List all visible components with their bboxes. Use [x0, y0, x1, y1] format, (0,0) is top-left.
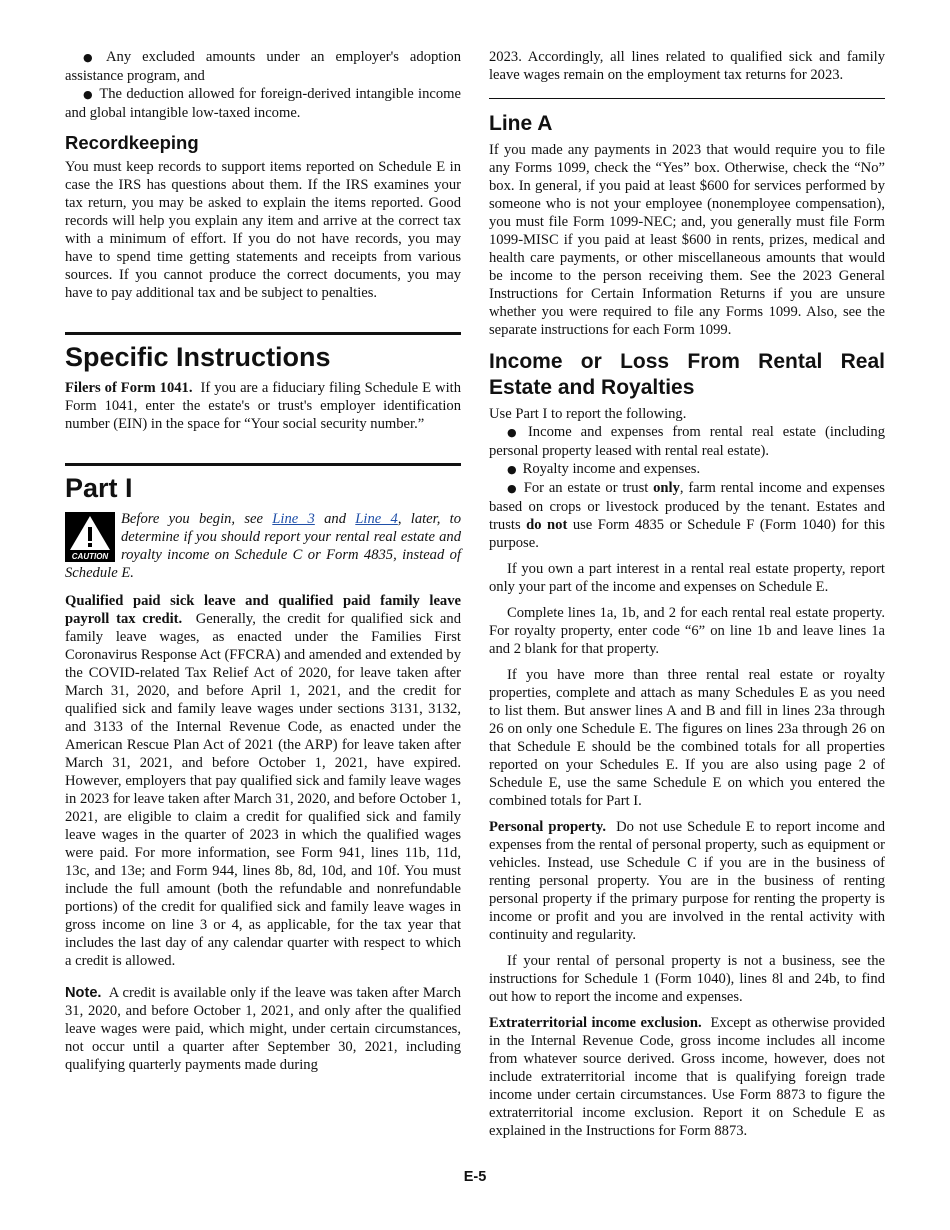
note-label: Note.: [65, 985, 102, 1001]
bullet-item: [489, 423, 885, 460]
bullet-item: [489, 479, 885, 552]
bullet-text: For an estate or trust: [523, 480, 654, 496]
note-paragraph: [65, 984, 461, 1074]
income-intro: Use Part I to report the following.: [489, 406, 687, 422]
credit-paragraph: [65, 592, 461, 970]
bullet-icon: ●: [83, 51, 100, 64]
bullet-text: Royalty income and expenses.: [522, 461, 701, 477]
caution-box: [65, 510, 461, 582]
bullet-text: , farm rental income and expenses based on crops or livestock produced by the tenant. Estates and trusts: [489, 480, 885, 533]
caution-text-pre: Before you begin, see: [121, 511, 273, 527]
bullet-item: [65, 48, 461, 85]
personal-property-text: Do not use Schedule E to report income and expenses from the rental of personal property, such as equipment or vehicles. Instead, use Schedule C if you are in the business of renting personal property. You are in the business of renting personal property if the primary purpose for renting the property is income or profit and you are involved in the rental activity with continuity and regularity.: [489, 819, 885, 943]
line-3-link[interactable]: Line 3: [272, 511, 315, 527]
line-a-divider: [489, 98, 885, 137]
filers-paragraph: [65, 379, 461, 433]
caution-text-post: , later, to determine if you should report your rental real estate and royalty income on Schedule C or Form 4835, instead of Schedule E.: [65, 511, 461, 581]
extraterritorial-paragraph: [489, 1014, 885, 1140]
line-a-heading: Line A: [489, 112, 553, 135]
caution-word: CAUTION: [71, 552, 109, 561]
section-divider: [65, 463, 461, 504]
part-interest-paragraph: If you own a part interest in a rental real estate property, report only your part of the income and expenses on Schedule E.: [489, 561, 885, 595]
part-i-heading: Part I: [65, 473, 133, 503]
credit-text: Generally, the credit for qualified sick and family leave wages, as enacted under the Families First Coronavirus Response Act (FFCRA) and amended and extended by the COVID-related Tax Relief Act of 2020, for leave taken after March 31, 2020, and before April 1, 2021, and the credit for qualified sick and family leave wages under sections 3131, 3132, and 3133 of the Internal Revenue Code, as enacted under the American Rescue Plan Act of 2021 (the ARP) for leave taken after March 31, 2021, and before October 1, 2021, have expired. However, employers that pay qualified sick and family leave wages in 2023 for leave taken after March 31, 2020, and before October 1, 2021, are eligible to claim a credit for qualified sick and family leave wages in the quarter of 2023 in which the qualified wages were paid. For more information, see Form 941, lines 11b, 11d, 13c, and 13e; and Form 944, lines 8b, 8d, 10d, and 10f. You must include the full amount (both the refundable and nonrefundable portions) of the credit for qualified sick and family leave wages in gross income on line 3 or 4, as applicable, for the tax year that includes the last day of any calendar quarter with respect to which a credit is allowed.: [65, 611, 462, 969]
extraterritorial-label: Extraterritorial income exclusion.: [489, 1015, 702, 1031]
filers-text: If you are a fiduciary filing Schedule E with Form 1041, enter the estate's or trust's employer identification number (EIN) in the space for “Your social security number.”: [65, 380, 461, 432]
complete-lines-paragraph: Complete lines 1a, 1b, and 2 for each rental real estate property. For royalty property, enter code “6” on line 1b and leave lines 1a and 2 blank for that property.: [489, 605, 885, 657]
bullet-item: [489, 460, 885, 479]
bullet-text: Income and expenses from rental real estate (including personal property leased with rental real estate).: [489, 424, 885, 459]
recordkeeping-heading: Recordkeeping: [65, 132, 199, 153]
bullet-item: [65, 85, 461, 122]
line-4-link[interactable]: Line 4: [355, 511, 398, 527]
more-than-three-paragraph: If you have more than three rental real estate or royalty properties, complete and attach as many Schedules E as you need to list them. But answer lines A and B and fill in lines 23a through 26 on only one Schedule E. The figures on lines 23a through 26 on that Schedule E should be the combined totals for all properties reported on your Schedules E. If you are also using page 2 of Schedule E, use the same Schedule E on which you entered the combined totals for Part I.: [489, 667, 885, 809]
note-text: A credit is available only if the leave was taken after March 31, 2020, and before October 1, 2021, and only after the qualified leave wages were paid, which might, under certain circumstances, not occur until a quarter after September 30, 2021, including qualifying quarterly payments made during: [65, 985, 462, 1073]
income-loss-heading: Income or Loss From Rental Real Estate and Royalties: [489, 350, 885, 399]
bullet-icon: ●: [83, 88, 94, 101]
caution-text-mid: and: [314, 511, 356, 527]
personal-property-paragraph: [489, 818, 885, 944]
bullet-text: The deduction allowed for foreign-derived intangible income and global intangible low-taxed income.: [65, 86, 461, 121]
bold-do-not: do not: [526, 517, 568, 533]
recordkeeping-text: You must keep records to support items reported on Schedule E in case the IRS has questions about them. If the IRS examines your tax return, you may be asked to explain the items reported. Good records will help you explain any item and arrive at the correct tax with a minimum of effort. If you do not have records, you may have to spend time getting statements and receipts from various sources. If you cannot produce the correct documents, you may have to pay additional tax and be subject to penalties.: [65, 159, 461, 301]
extraterritorial-text: Except as otherwise provided in the Internal Revenue Code, gross income includes all income from whatever source derived. Gross income, however, does not include extraterritorial income that is qualifying foreign trade income under certain circumstances. Use Form 8873 to figure the extraterritorial income exclusion. Report it on Schedule E as explained in the Instructions for Form 8873.: [489, 1015, 886, 1139]
line-a-text: If you made any payments in 2023 that would require you to file any Forms 1099, check the “Yes” box. Otherwise, check the “No” box. In general, if you paid at least $600 for services performed by someone who is not your employee (nonemployee compensation), you must file Form 1099-NEC; and, you generally must file Form 1099-MISC if you paid at least $600 in rents, prizes, medical and health care payments, or other miscellaneous amounts that would be income to the person receiving them. See the 2023 General Instructions for Certain Information Returns if you are unsure whether you were required to file any Forms 1099. Also, see the separate instructions for each Form 1099.: [489, 142, 885, 338]
bullet-icon: ●: [507, 463, 517, 476]
specific-instructions-heading: Specific Instructions: [65, 342, 331, 372]
not-business-paragraph: If your rental of personal property is not a business, see the instructions for Schedule 1 (Form 1040), lines 8l and 24b, to find out how to report the income and expenses.: [489, 953, 885, 1005]
personal-property-label: Personal property.: [489, 819, 607, 835]
continuation-text: 2023. Accordingly, all lines related to qualified sick and family leave wages remain on the employment tax returns for 2023.: [489, 49, 885, 83]
bullet-text: Any excluded amounts under an employer's adoption assistance program, and: [65, 49, 461, 84]
bullet-text: use Form 4835 or Schedule F (Form 1040) for this purpose.: [489, 517, 885, 551]
credit-label: Qualified paid sick leave and qualified paid family leave payroll tax credit.: [65, 593, 461, 627]
left-column: [65, 48, 461, 1082]
bold-only: only: [653, 480, 680, 496]
right-column: [489, 48, 885, 1148]
caution-icon: [65, 512, 115, 562]
page-number: E-5: [463, 1169, 487, 1185]
section-divider: [65, 332, 461, 373]
bullet-icon: ●: [507, 482, 518, 495]
bullet-icon: ●: [507, 426, 522, 439]
filers-label: Filers of Form 1041.: [65, 380, 193, 396]
